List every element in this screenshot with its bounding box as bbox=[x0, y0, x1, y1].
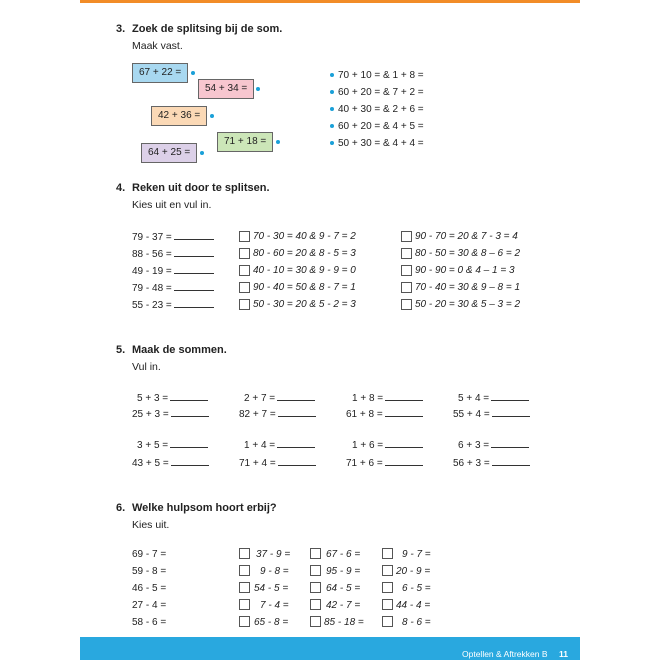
answer-line[interactable] bbox=[385, 392, 423, 401]
q3-split-dot-1[interactable] bbox=[330, 73, 334, 77]
answer-line[interactable] bbox=[174, 248, 214, 257]
q5-instruction: Vul in. bbox=[132, 361, 161, 373]
q3-sum-dot-3[interactable] bbox=[210, 114, 214, 118]
q5-item: 6 + 3 = bbox=[458, 439, 529, 451]
answer-line[interactable] bbox=[174, 299, 214, 308]
q3-split-1: 70 + 10 = & 1 + 8 = bbox=[338, 70, 424, 81]
answer-line[interactable] bbox=[277, 392, 315, 401]
q6-row-1-checkbox-3[interactable] bbox=[382, 548, 393, 559]
q6-row-5-option-2: 85 - 18 = bbox=[324, 617, 364, 628]
answer-line[interactable] bbox=[174, 265, 214, 274]
q3-split-dot-5[interactable] bbox=[330, 141, 334, 145]
q6-number: 6. bbox=[116, 502, 126, 514]
q4-row-2-sum: 88 - 56 = bbox=[132, 248, 214, 260]
q3-sum-box-3: 42 + 36 = bbox=[151, 106, 207, 126]
answer-line[interactable] bbox=[170, 392, 208, 401]
answer-line[interactable] bbox=[492, 457, 530, 466]
top-accent-bar bbox=[80, 0, 580, 3]
q4-row-1-option-b: 90 - 70 = 20 & 7 - 3 = 4 bbox=[415, 231, 518, 242]
answer-line[interactable] bbox=[492, 408, 530, 417]
q3-sum-dot-2[interactable] bbox=[256, 87, 260, 91]
q6-row-1-checkbox-1[interactable] bbox=[239, 548, 250, 559]
q4-row-2-option-b: 80 - 50 = 30 & 8 – 6 = 2 bbox=[415, 248, 521, 259]
q6-row-3-option-3: 6 - 5 = bbox=[402, 583, 431, 594]
answer-line[interactable] bbox=[385, 457, 423, 466]
q6-row-3-option-2: 64 - 5 = bbox=[326, 583, 361, 594]
q3-split-dot-3[interactable] bbox=[330, 107, 334, 111]
q3-split-dot-4[interactable] bbox=[330, 124, 334, 128]
answer-line[interactable] bbox=[174, 231, 214, 240]
q4-row-3-sum: 49 - 19 = bbox=[132, 265, 214, 277]
q6-row-2-option-3: 20 - 9 = bbox=[396, 566, 431, 577]
q6-row-5-sum: 58 - 6 = bbox=[132, 617, 167, 628]
q6-row-1-sum: 69 - 7 = bbox=[132, 549, 167, 560]
q4-row-5-option-a: 50 - 30 = 20 & 5 - 2 = 3 bbox=[253, 299, 356, 310]
q6-row-3-checkbox-3[interactable] bbox=[382, 582, 393, 593]
q3-instruction: Maak vast. bbox=[132, 40, 183, 52]
answer-line[interactable] bbox=[278, 457, 316, 466]
q6-row-4-sum: 27 - 4 = bbox=[132, 600, 167, 611]
q4-row-3-checkbox-b[interactable] bbox=[401, 265, 412, 276]
q6-row-2-checkbox-2[interactable] bbox=[310, 565, 321, 576]
q3-sum-dot-1[interactable] bbox=[191, 71, 195, 75]
q4-row-5-checkbox-a[interactable] bbox=[239, 299, 250, 310]
answer-line[interactable] bbox=[278, 408, 316, 417]
q4-row-1-checkbox-a[interactable] bbox=[239, 231, 250, 242]
q4-instruction: Kies uit en vul in. bbox=[132, 199, 212, 211]
q6-row-5-checkbox-2[interactable] bbox=[310, 616, 321, 627]
q6-row-4-option-2: 42 - 7 = bbox=[326, 600, 361, 611]
q5-item: 25 + 3 = bbox=[132, 408, 209, 420]
q6-row-2-option-2: 95 - 9 = bbox=[326, 566, 361, 577]
q4-title: Reken uit door te splitsen. bbox=[132, 182, 270, 194]
answer-line[interactable] bbox=[491, 439, 529, 448]
q6-row-3-checkbox-2[interactable] bbox=[310, 582, 321, 593]
q4-row-5-option-b: 50 - 20 = 30 & 5 – 3 = 2 bbox=[415, 299, 521, 310]
q6-row-4-option-1: 7 - 4 = bbox=[260, 600, 289, 611]
q4-row-4-sum: 79 - 48 = bbox=[132, 282, 214, 294]
q4-row-4-option-b: 70 - 40 = 30 & 9 – 8 = 1 bbox=[415, 282, 521, 293]
q6-row-1-option-2: 67 - 6 = bbox=[326, 549, 361, 560]
q5-item: 1 + 6 = bbox=[352, 439, 423, 451]
q3-sum-dot-4[interactable] bbox=[276, 140, 280, 144]
q5-item: 1 + 8 = bbox=[352, 392, 423, 404]
q5-item: 61 + 8 = bbox=[346, 408, 423, 420]
q5-item: 1 + 4 = bbox=[244, 439, 315, 451]
q5-item: 5 + 3 = bbox=[137, 392, 208, 404]
q3-sum-box-2: 54 + 34 = bbox=[198, 79, 254, 99]
q4-number: 4. bbox=[116, 182, 126, 194]
worksheet-page bbox=[80, 0, 580, 660]
answer-line[interactable] bbox=[174, 282, 214, 291]
q3-split-4: 60 + 20 = & 4 + 5 = bbox=[338, 121, 424, 132]
page-number: 11 bbox=[559, 649, 568, 659]
q3-title: Zoek de splitsing bij de som. bbox=[132, 23, 283, 35]
q3-number: 3. bbox=[116, 23, 126, 35]
q6-row-2-sum: 59 - 8 = bbox=[132, 566, 167, 577]
q6-row-3-option-1: 54 - 5 = bbox=[254, 583, 289, 594]
q4-row-2-checkbox-b[interactable] bbox=[401, 248, 412, 259]
q4-row-1-checkbox-b[interactable] bbox=[401, 231, 412, 242]
q3-split-5: 50 + 30 = & 4 + 4 = bbox=[338, 138, 424, 149]
q4-row-1-option-a: 70 - 30 = 40 & 9 - 7 = 2 bbox=[253, 231, 356, 242]
answer-line[interactable] bbox=[171, 457, 209, 466]
q4-row-3-option-b: 90 - 90 = 0 & 4 – 1 = 3 bbox=[415, 265, 515, 276]
q6-row-2-checkbox-3[interactable] bbox=[382, 565, 393, 576]
q6-row-4-checkbox-2[interactable] bbox=[310, 599, 321, 610]
q4-row-2-checkbox-a[interactable] bbox=[239, 248, 250, 259]
q6-title: Welke hulpsom hoort erbij? bbox=[132, 502, 277, 514]
q4-row-4-checkbox-a[interactable] bbox=[239, 282, 250, 293]
q5-item: 43 + 5 = bbox=[132, 457, 209, 469]
answer-line[interactable] bbox=[170, 439, 208, 448]
q5-title: Maak de sommen. bbox=[132, 344, 227, 356]
q4-row-4-option-a: 90 - 40 = 50 & 8 - 7 = 1 bbox=[253, 282, 356, 293]
q5-item: 55 + 4 = bbox=[453, 408, 530, 420]
q6-row-5-option-1: 65 - 8 = bbox=[254, 617, 289, 628]
q5-item: 71 + 4 = bbox=[239, 457, 316, 469]
answer-line[interactable] bbox=[277, 439, 315, 448]
q3-split-3: 40 + 30 = & 2 + 6 = bbox=[338, 104, 424, 115]
q3-sum-box-5: 64 + 25 = bbox=[141, 143, 197, 163]
q4-row-3-checkbox-a[interactable] bbox=[239, 265, 250, 276]
q3-sum-box-1: 67 + 22 = bbox=[132, 63, 188, 83]
q5-number: 5. bbox=[116, 344, 126, 356]
q5-item: 2 + 7 = bbox=[244, 392, 315, 404]
q4-row-4-checkbox-b[interactable] bbox=[401, 282, 412, 293]
q5-item: 3 + 5 = bbox=[137, 439, 208, 451]
q3-split-2: 60 + 20 = & 7 + 2 = bbox=[338, 87, 424, 98]
q6-row-2-checkbox-1[interactable] bbox=[239, 565, 250, 576]
answer-line[interactable] bbox=[385, 408, 423, 417]
q5-item: 71 + 6 = bbox=[346, 457, 423, 469]
q3-sum-box-4: 71 + 18 = bbox=[217, 132, 273, 152]
q6-row-4-option-3: 44 - 4 = bbox=[396, 600, 431, 611]
q4-row-5-checkbox-b[interactable] bbox=[401, 299, 412, 310]
q6-row-5-option-3: 8 - 6 = bbox=[402, 617, 431, 628]
answer-line[interactable] bbox=[385, 439, 423, 448]
answer-line[interactable] bbox=[171, 408, 209, 417]
q6-row-1-option-3: 9 - 7 = bbox=[402, 549, 431, 560]
q6-row-2-option-1: 9 - 8 = bbox=[260, 566, 289, 577]
q6-row-1-checkbox-2[interactable] bbox=[310, 548, 321, 559]
q6-row-4-checkbox-3[interactable] bbox=[382, 599, 393, 610]
q4-row-2-option-a: 80 - 60 = 20 & 8 - 5 = 3 bbox=[253, 248, 356, 259]
q6-row-5-checkbox-1[interactable] bbox=[239, 616, 250, 627]
q4-row-1-sum: 79 - 37 = bbox=[132, 231, 214, 243]
q4-row-5-sum: 55 - 23 = bbox=[132, 299, 214, 311]
q6-row-3-sum: 46 - 5 = bbox=[132, 583, 167, 594]
answer-line[interactable] bbox=[491, 392, 529, 401]
q5-item: 82 + 7 = bbox=[239, 408, 316, 420]
q3-sum-dot-5[interactable] bbox=[200, 151, 204, 155]
footer-title: Optellen & Aftrekken B bbox=[462, 649, 548, 659]
q6-row-3-checkbox-1[interactable] bbox=[239, 582, 250, 593]
q5-item: 56 + 3 = bbox=[453, 457, 530, 469]
q3-split-dot-2[interactable] bbox=[330, 90, 334, 94]
q6-instruction: Kies uit. bbox=[132, 519, 170, 531]
q6-row-4-checkbox-1[interactable] bbox=[239, 599, 250, 610]
q6-row-5-checkbox-3[interactable] bbox=[382, 616, 393, 627]
q6-row-1-option-1: 37 - 9 = bbox=[256, 549, 291, 560]
q5-item: 5 + 4 = bbox=[458, 392, 529, 404]
q4-row-3-option-a: 40 - 10 = 30 & 9 - 9 = 0 bbox=[253, 265, 356, 276]
